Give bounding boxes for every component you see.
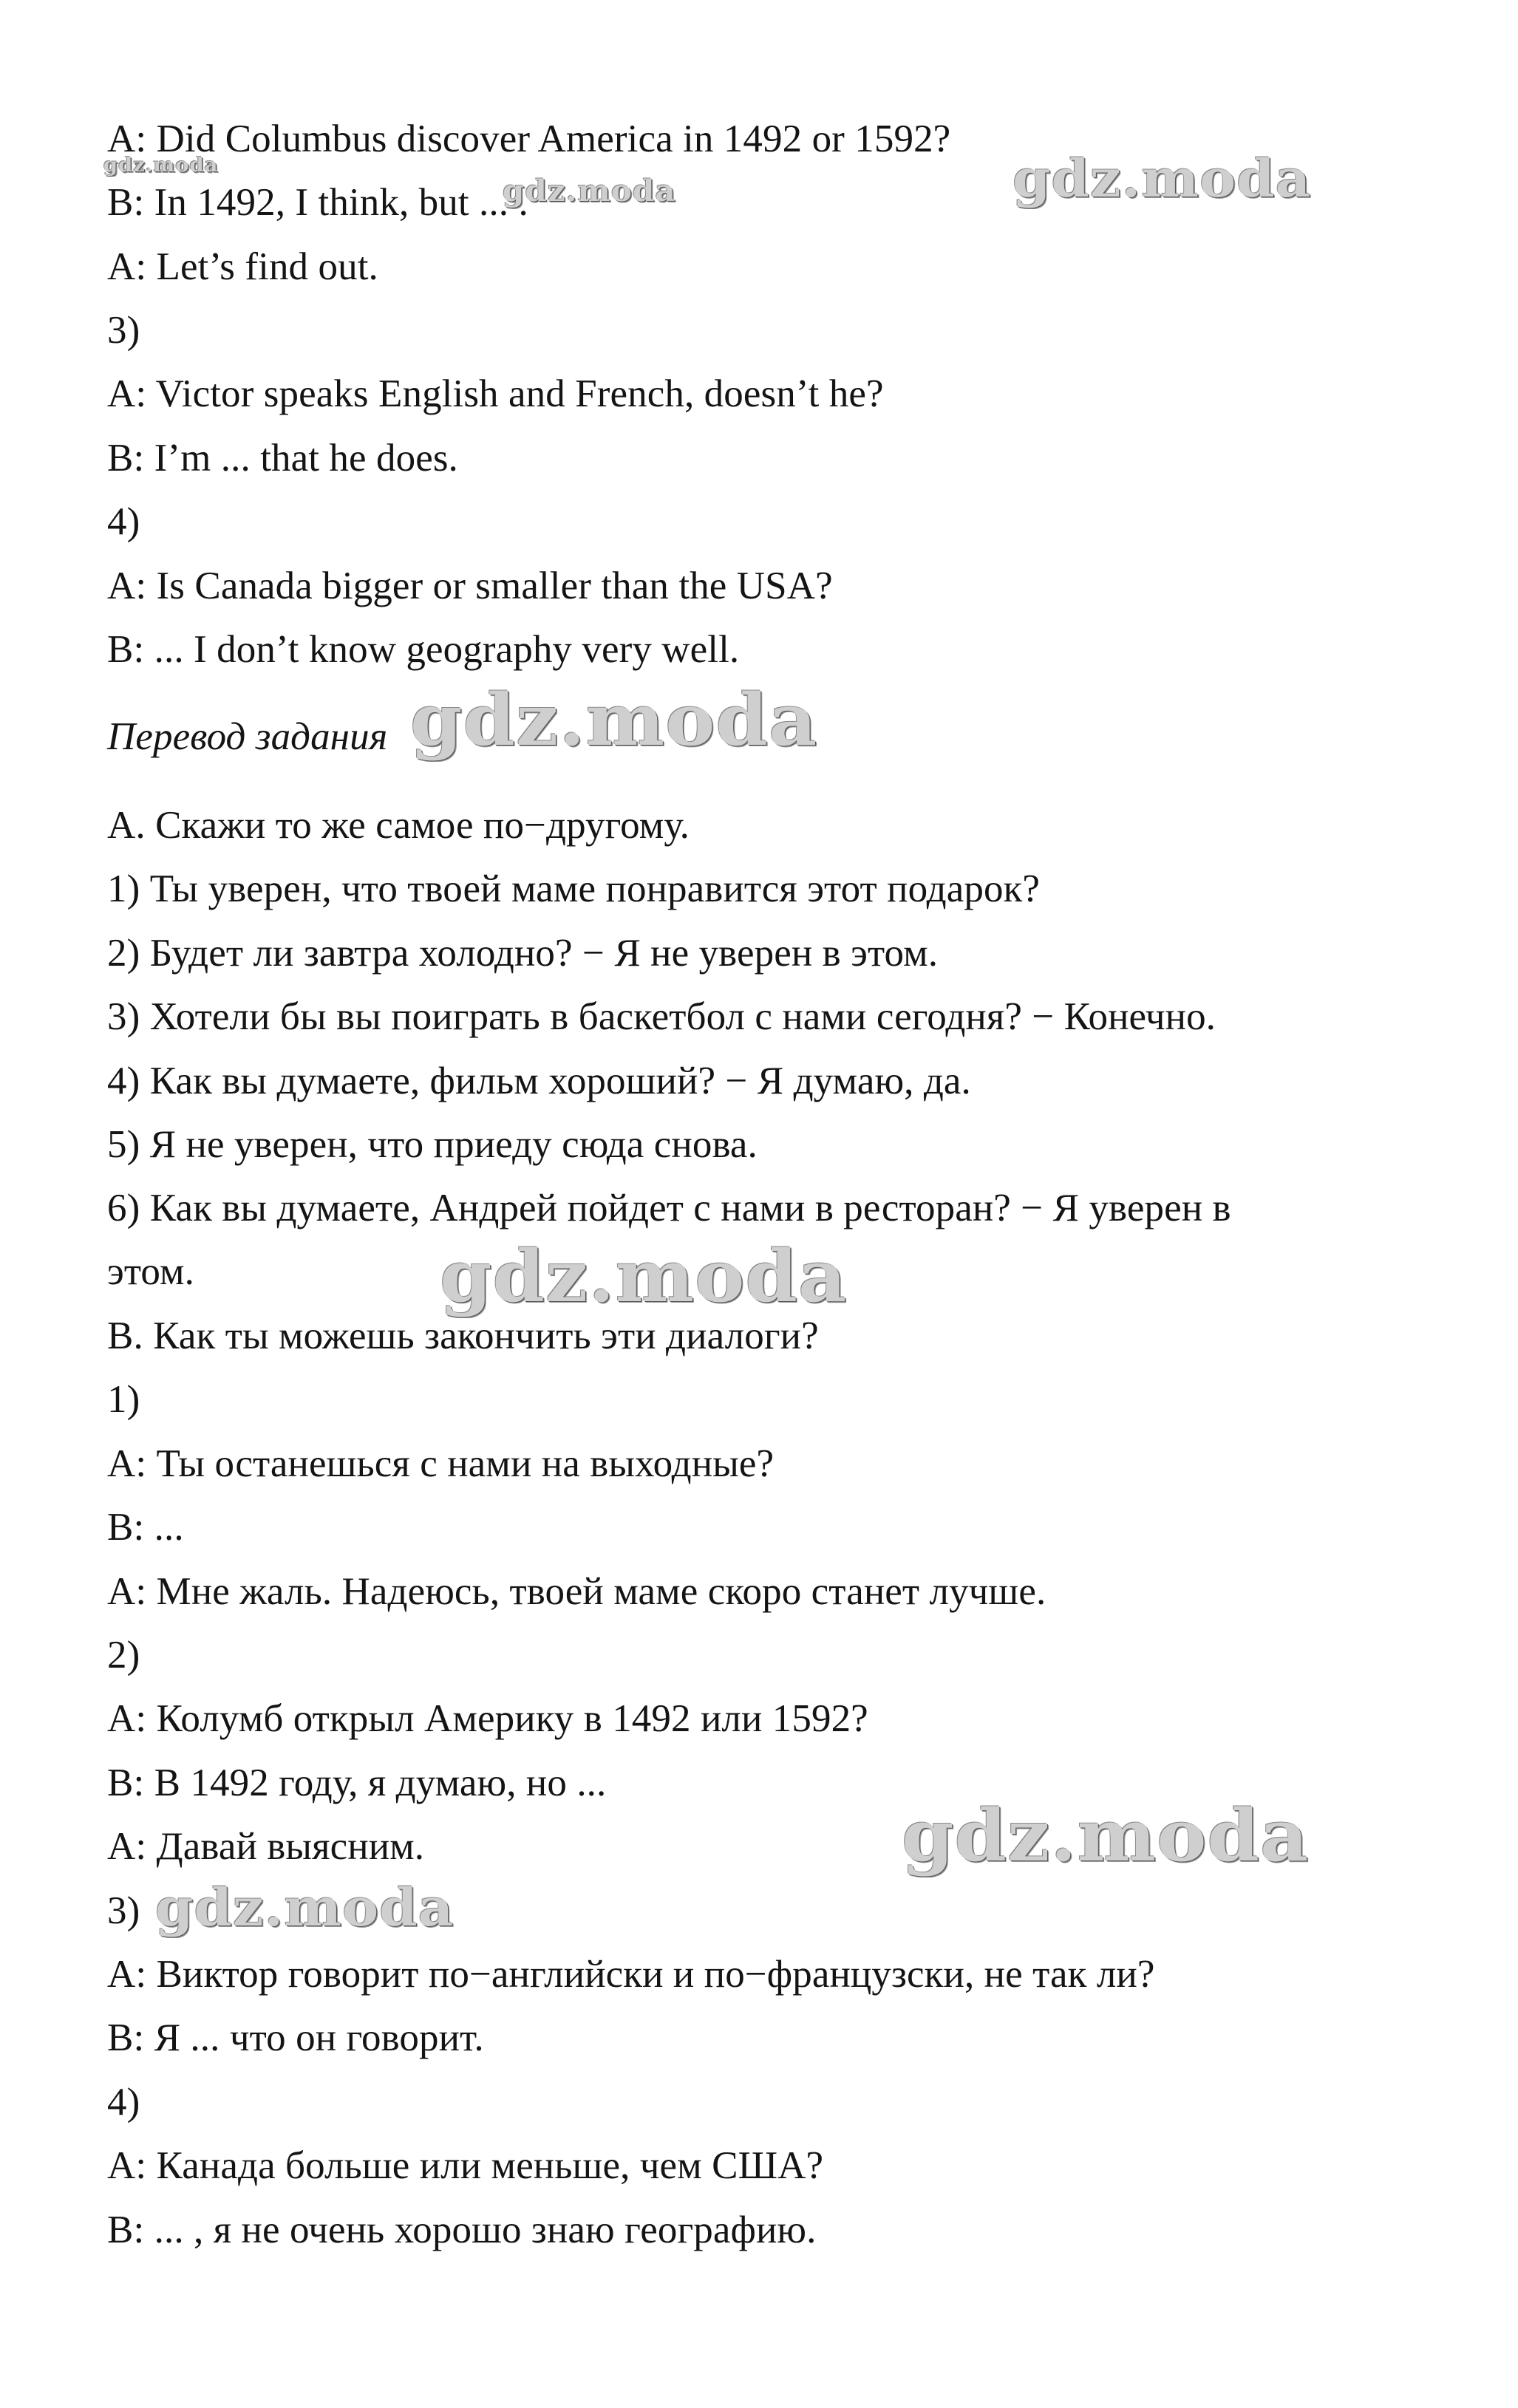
text-line: 4) Как вы думаете, фильм хороший? − Я думаю, да. (107, 1060, 971, 1102)
watermark: gdz.moda (1012, 148, 1312, 209)
watermark: gdz.moda (503, 174, 676, 208)
text-line: A: Victor speaks English and French, doesn’t he? (107, 372, 884, 415)
text-line: A: Виктор говорит по−английски и по−французски, не так ли? (107, 1953, 1155, 1996)
text-line: 2) Будет ли завтра холодно? − Я не уверен в этом. (107, 932, 939, 975)
text-line: A: Давай выясним. (107, 1825, 425, 1868)
text-line: B: ... I don’t know geography very well. (107, 628, 740, 671)
text-line: A: Did Columbus discover America in 1492 or 1592? (107, 117, 951, 160)
text-line: A: Мне жаль. Надеюсь, твоей маме скоро станет лучше. (107, 1570, 1046, 1613)
section-heading: Перевод задания (107, 715, 388, 758)
text-line: B: Я ... что он говорит. (107, 2016, 484, 2059)
text-line: B: В 1492 году, я думаю, но ... (107, 1761, 607, 1804)
text-line: 3) (107, 1889, 140, 1932)
text-line: 1) Ты уверен, что твоей маме понравится этот подарок? (107, 867, 1041, 910)
text-line: 5) Я не уверен, что приеду сюда снова. (107, 1123, 758, 1166)
text-line: 4) (107, 500, 140, 543)
text-line: A: Канада больше или меньше, чем США? (107, 2144, 824, 2187)
text-line: 3) (107, 309, 140, 352)
text-line: B: I’m ... that he does. (107, 437, 458, 480)
text-line: 4) (107, 2081, 140, 2124)
text-line: 2) (107, 1634, 140, 1677)
text-line: A: Ты останешься с нами на выходные? (107, 1442, 775, 1485)
watermark: gdz.moda (440, 1235, 848, 1318)
text-line: B: ... (107, 1506, 184, 1549)
text-line: B: In 1492, I think, but ... . (107, 181, 528, 224)
text-line: A: Let’s find out. (107, 245, 378, 288)
text-line: A: Is Canada bigger or smaller than the USA? (107, 565, 833, 607)
text-line: B. Как ты можешь закончить эти диалоги? (107, 1314, 819, 1357)
watermark: gdz.moda (902, 1794, 1310, 1877)
text-line: 6) Как вы думаете, Андрей пойдет с нами в ресторан? − Я уверен в (107, 1187, 1231, 1229)
text-line: 1) (107, 1378, 140, 1421)
watermark: gdz.moda (103, 154, 219, 177)
watermark: gdz.moda (155, 1877, 455, 1938)
text-line: этом. (107, 1250, 194, 1293)
watermark: gdz.moda (410, 678, 818, 762)
text-line: 3) Хотели бы вы поиграть в баскетбол с нами сегодня? − Конечно. (107, 995, 1216, 1038)
text-line: B: ... , я не очень хорошо знаю географию. (107, 2209, 817, 2251)
text-line: A: Колумб открыл Америку в 1492 или 1592? (107, 1697, 868, 1740)
text-line: A. Скажи то же самое по−другому. (107, 804, 690, 847)
